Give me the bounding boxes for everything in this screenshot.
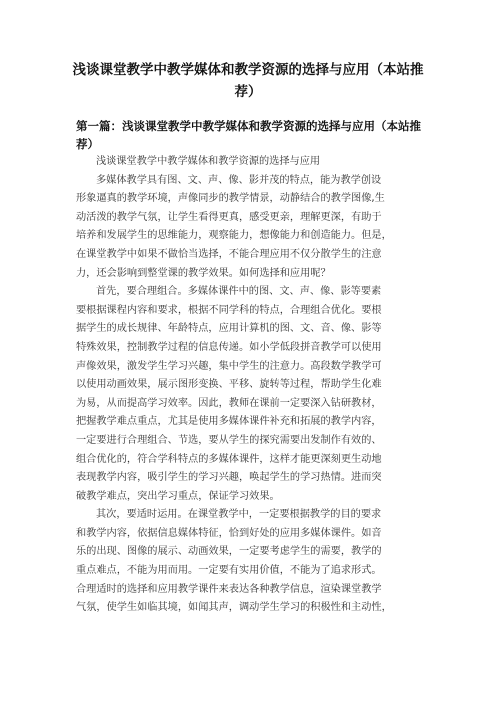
body-line: 声像效果，激发学生学习兴趣，集中学生的注意力。高段数学教学可 [76, 360, 382, 372]
body-line: 力，还会影响到整堂课的教学效果。如何选择和应用呢？ [76, 267, 331, 279]
body-line: 气氛，使学生如临其境，如闻其声，调动学生学习的积极性和主动性， [76, 602, 392, 614]
body-line: 合理适时的选择和应用教学课件来表达各种教学信息，渲染课堂教学 [76, 583, 382, 595]
section-heading [76, 117, 426, 153]
body-line: 组合优化的，符合学科特点的多媒体课件，这样才能更深刻更生动地 [76, 453, 382, 465]
title-line-2: 荐） [234, 84, 262, 100]
body-line: 培养和发展学生的思维能力，观察能力，想像能力和创造能力。但是， [76, 230, 392, 242]
body-line: 浅谈课堂教学中教学媒体和教学资源的选择与应用 [96, 156, 321, 167]
document-title [70, 59, 426, 103]
body-line: 特殊效果，控制教学过程的信息传递。如小学低段拼音教学可以使用 [76, 341, 382, 353]
title-line-1: 浅谈课堂教学中教学媒体和教学资源的选择与应用（本站推 [72, 62, 424, 78]
body-line: 表现教学内容，吸引学生的学习兴趣，唤起学生的学习热情。进而突 [76, 472, 382, 484]
section-heading-line-1: 第一篇：浅谈课堂教学中教学媒体和教学资源的选择与应用（本站推 [76, 119, 421, 133]
body-line: 把握教学难点重点，尤其是使用多媒体课件补充和拓展的教学内容， [76, 416, 382, 428]
body-line: 在课堂教学中如果不做恰当选择，不能合理应用不仅分散学生的注意 [76, 248, 382, 260]
body-line: 要根据课程内容和要求，根据不同学科的特点，合理组合优化。要根 [76, 304, 382, 316]
body-line: 动活泼的教学气氛，让学生看得更真，感受更亲，理解更深，有助于 [76, 211, 382, 223]
body-line: 一定要进行合理组合、节选，要从学生的探究需要出发制作有效的、 [76, 434, 382, 446]
body-line: 据学生的成长规律、年龄特点，应用计算机的图、文、音、像、影等 [76, 323, 382, 335]
body-line: 乐的出现、图像的展示、动画效果，一定要考虑学生的需要，教学的 [76, 546, 382, 558]
section-heading-line-2: 荐） [76, 137, 99, 151]
body-line: 首先，要合理组合。多媒体课件中的图、文、声、像、影等要素 [96, 286, 382, 298]
body-line: 以使用动画效果，展示图形变换、平移、旋转等过程，帮助学生化难 [76, 379, 382, 391]
body-line: 破教学难点，突出学习重点，保证学习效果。 [76, 490, 280, 502]
body-line: 形象逼真的教学环境，声像同步的教学情景，动静结合的教学图像,生 [76, 193, 385, 205]
body-line: 多媒体教学具有图、文、声、像、影并茂的特点，能为教学创设 [96, 174, 382, 186]
body-line: 为易，从而提高学习效率。因此，教师在课前一定要深入钻研教材， [76, 397, 382, 409]
body-text [76, 153, 428, 618]
body-line: 重点难点，不能为用而用。一定要有实用价值，不能为了追求形式。 [76, 565, 382, 577]
body-line: 其次，要适时运用。在课堂教学中，一定要根据教学的目的要求 [96, 509, 382, 521]
body-line: 和教学内容，依据信息媒体特征，恰到好处的应用多媒体课件。如音 [76, 527, 382, 539]
